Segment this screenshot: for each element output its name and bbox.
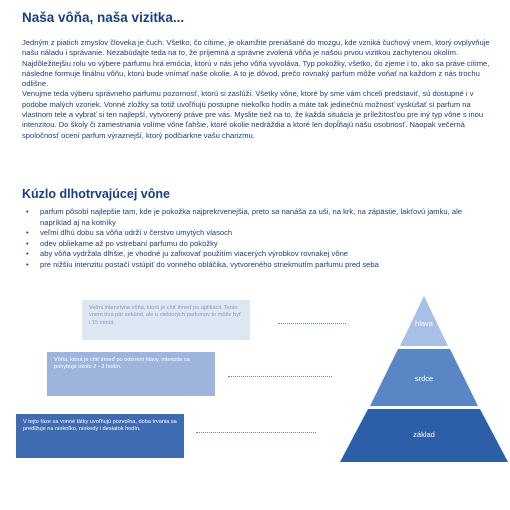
list-item: • pre nižšiu intenzitu postačí vstúpiť do vonného obláčika, vytvoreného striekmutím parfumu pred seba <box>24 260 494 271</box>
subsection-title: Kúzlo dlhotrvajúcej vône <box>22 187 170 201</box>
pyramid-label-srdce: srdce <box>414 374 434 383</box>
list-item: • aby vôňa vydržala dlhšie, je vhodné ju zafixovať použitím viacerých výrobkov rovnakej vône <box>24 249 494 260</box>
heart-note-description: Vôňa, ktorá je cítiť ihneď po odznení hlavy, intenzita sa pohybuje okolo 2 - 3 hodín. <box>47 352 215 396</box>
intro-paragraph: Venujme teda výberu správneho parfumu pozornosť, ktorú si zaslúži. Všetky vône, ktoré by sme vám chceli predstaviť, sú dostupné i v podobe malých vzoriek. Vonné zložky sa totiž uvoľňujú postupne niekoľko hodín a máte tak jedinečnú možnosť vyskúšať si parfum na vlastnom tele a vybrať si ten najlepší, vytvorený práve pre vás. Myslite tiež na to, že každá situácia je príležitosťou pre iný typ vône s inou intenzitou. Do školy či zamestnania volíme vône ľahšie, ktoré okolie nedráždia a ktoré len dopĺňajú našu osobnosť. Naopak večerná spoločnosť ocení parfum výraznejší, ktorý podčiarkne vašu charizmu. <box>22 89 484 140</box>
head-note-description: Veľmi intenzívna vôňa, ktorú je cítiť ihneď po aplikácii. Tento vnem trvá pár sekúnd, ale u niektorých parfumov to môže byť i 15 minút. <box>82 300 250 340</box>
list-item: • odev obliekame až po vstrebaní parfumu do pokožky <box>24 239 494 250</box>
pyramid-label-hlava: hlava <box>415 319 433 328</box>
section-title: Naša vôňa, naša vizitka... <box>22 10 185 25</box>
intro-paragraph: Jedným z piatich zmyslov človeka je čuch. Všetko, čo cítime, je okamžite prenášané do mozgu, kde vzniká čuchový vnem, ktorý ovplyvňuje našu náladu i správanie. Nezabúdajte teda na to, že príjemná a správne zvolená vôňa je našou prvou vizitkou zachytenou okolím. <box>22 38 490 58</box>
base-note-description: V tejto fáze sa vonné látky uvoľňujú pozvoľna, doba trvania sa predlžuje na niekoľko, niekedy i desiatok hodín. <box>16 414 184 458</box>
list-item: • veľmi dlhú dobu sa vôňa udrží v čerstvo umytých vlasoch <box>24 228 494 239</box>
list-item: • parfum pôsobí najlepšie tam, kde je pokožka najprekrvenejšia, preto sa nanáša za uši, na krk, na zápästie, lakťovú jamku, ale napríklad aj na kotníky <box>24 207 494 228</box>
pyramid-label-zaklad: základ <box>413 430 435 439</box>
intro-paragraph: Najdôležitejšiu rolu vo výbere parfumu hrá emócia, ktorú v nás jeho vôňa vyvoláva. Typ pokožky, všetko, čo zjeme i to, ako sa práve cítime, následne formuje finálnu vôňu, ktorú bude vnímať naše okolie. A to je dôvod, prečo rovnaký parfum môže voňať na každom z nás trochu odlišne. <box>22 58 490 89</box>
